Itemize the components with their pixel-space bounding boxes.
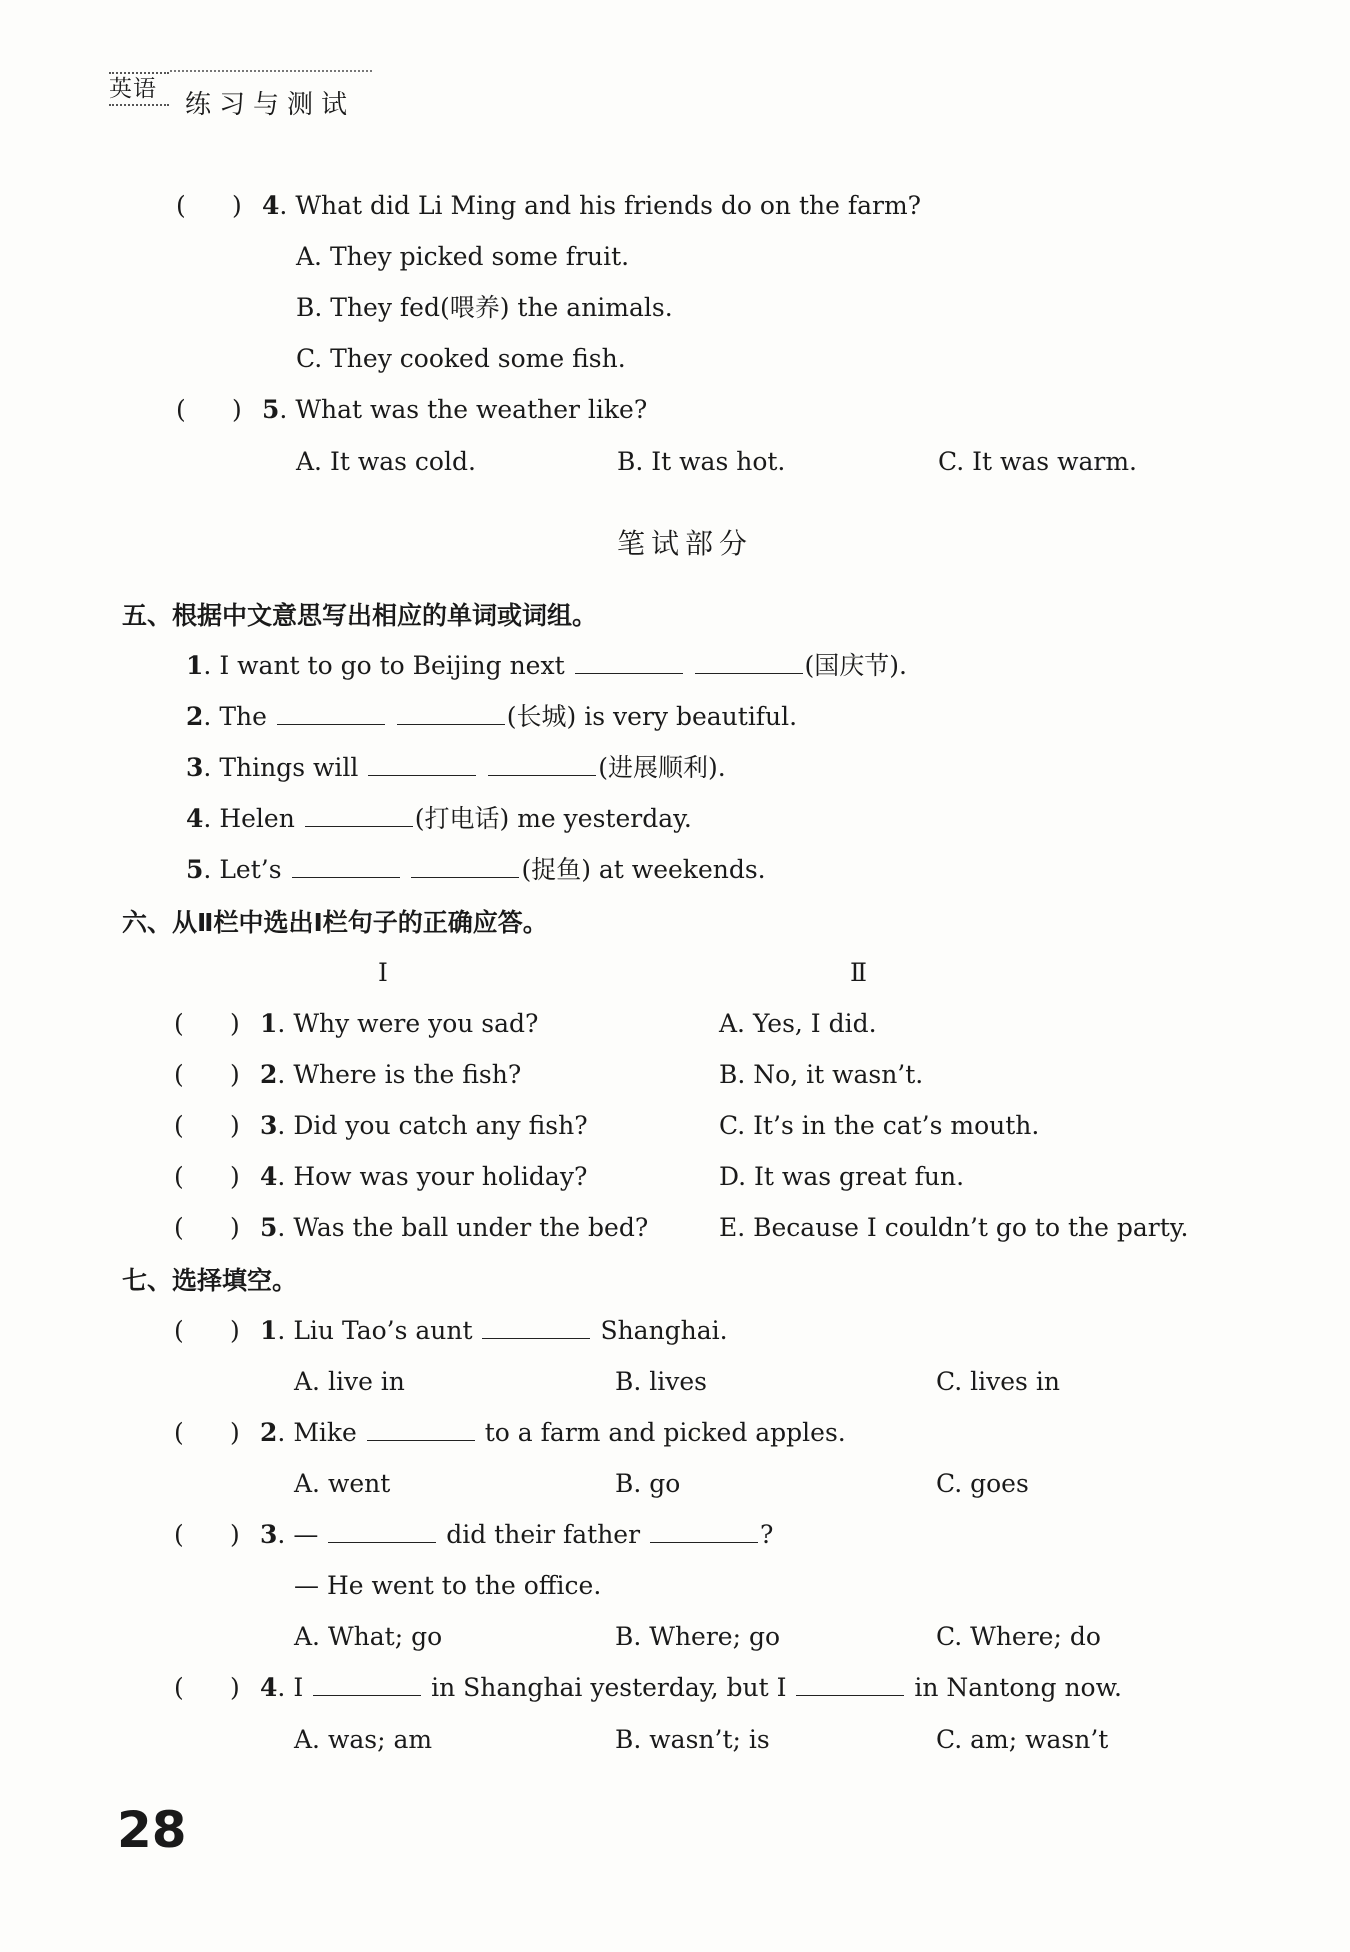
section7-question-3: 3. — did their father ? [260,1520,774,1549]
written-section-title: 笔试部分 [617,527,754,560]
answer-blank[interactable] [482,1316,590,1339]
section7-q3-option-a: A. What; go [294,1622,443,1651]
section7-title: 七、选择填空。 [122,1266,298,1295]
listening-q4: 4. What did Li Ming and his friends do on the farm? [262,191,922,220]
listening-q5-option-b: B. It was hot. [617,447,786,476]
section7-q2-option-b: B. go [615,1469,681,1498]
answer-blank[interactable] [328,1520,436,1543]
answer-blank[interactable] [292,855,400,878]
answer-blank[interactable] [488,753,596,776]
column-2-heading: Ⅱ [850,958,867,987]
section6-question-1: 1. Why were you sad? [260,1009,539,1038]
section5-item-2: 2. The (长城) is very beautiful. [186,702,798,731]
section7-question-2: 2. Mike to a farm and picked apples. [260,1418,846,1447]
answer-blank[interactable] [313,1673,421,1696]
section5-item-4: 4. Helen (打电话) me yesterday. [186,804,692,833]
answer-blank[interactable] [368,753,476,776]
section7-question-4: 4. I in Shanghai yesterday, but I in Nantong now. [260,1673,1122,1702]
section7-q3-reply: — He went to the office. [294,1571,602,1600]
section7-q1-option-b: B. lives [615,1367,708,1396]
answer-paren: ( ) [174,1520,240,1549]
answer-blank[interactable] [305,804,413,827]
listening-q4-option-b: B. They fed(喂养) the animals. [296,293,673,322]
answer-paren: ( ) [176,395,242,424]
section7-q3-option-c: C. Where; do [936,1622,1101,1651]
page-number: 28 [117,1801,187,1859]
section6-answer-b: B. No, it wasn’t. [719,1060,924,1089]
answer-blank[interactable] [277,702,385,725]
section5-item-5: 5. Let’s (捉鱼) at weekends. [186,855,766,884]
section6-question-5: 5. Was the ball under the bed? [260,1213,649,1242]
header-title: 练习与测试 [185,90,356,120]
answer-paren: ( ) [174,1213,240,1242]
answer-blank[interactable] [650,1520,758,1543]
section7-q4-option-b: B. wasn’t; is [615,1725,770,1754]
section5-item-1: 1. I want to go to Beijing next (国庆节). [186,651,907,680]
section7-q4-option-a: A. was; am [294,1725,433,1754]
section7-q1-option-a: A. live in [294,1367,405,1396]
section7-q3-option-b: B. Where; go [615,1622,781,1651]
answer-paren: ( ) [174,1162,240,1191]
answer-paren: ( ) [174,1673,240,1702]
answer-paren: ( ) [174,1418,240,1447]
section6-title: 六、从Ⅱ栏中选出Ⅰ栏句子的正确应答。 [122,908,548,937]
header-dotted-line [170,70,372,72]
column-1-heading: Ⅰ [378,958,388,987]
answer-paren: ( ) [174,1111,240,1140]
answer-blank[interactable] [695,651,803,674]
answer-blank[interactable] [796,1673,904,1696]
section6-answer-c: C. It’s in the cat’s mouth. [719,1111,1040,1140]
answer-paren: ( ) [174,1316,240,1345]
section5-title: 五、根据中文意思写出相应的单词或词组。 [122,601,598,630]
section6-answer-e: E. Because I couldn’t go to the party. [719,1213,1189,1242]
answer-blank[interactable] [411,855,519,878]
section6-question-2: 2. Where is the fish? [260,1060,522,1089]
section5-item-3: 3. Things will (进展顺利). [186,753,726,782]
listening-q5-option-a: A. It was cold. [296,447,476,476]
answer-blank[interactable] [397,702,505,725]
answer-paren: ( ) [174,1060,240,1089]
section6-answer-a: A. Yes, I did. [719,1009,877,1038]
listening-q5: 5. What was the weather like? [262,395,648,424]
section7-q2-option-a: A. went [294,1469,391,1498]
listening-q4-option-c: C. They cooked some fish. [296,344,626,373]
answer-paren: ( ) [174,1009,240,1038]
section7-q1-option-c: C. lives in [936,1367,1060,1396]
section6-question-3: 3. Did you catch any fish? [260,1111,588,1140]
section6-question-4: 4. How was your holiday? [260,1162,588,1191]
answer-blank[interactable] [575,651,683,674]
section6-answer-d: D. It was great fun. [719,1162,965,1191]
section7-question-1: 1. Liu Tao’s aunt Shanghai. [260,1316,728,1345]
listening-q5-option-c: C. It was warm. [938,447,1137,476]
listening-q4-option-a: A. They picked some fruit. [296,242,630,271]
section7-q4-option-c: C. am; wasn’t [936,1725,1109,1754]
answer-paren: ( ) [176,191,242,220]
header-subject-tag: 英语 [109,72,169,106]
section7-q2-option-c: C. goes [936,1469,1029,1498]
answer-blank[interactable] [367,1418,475,1441]
